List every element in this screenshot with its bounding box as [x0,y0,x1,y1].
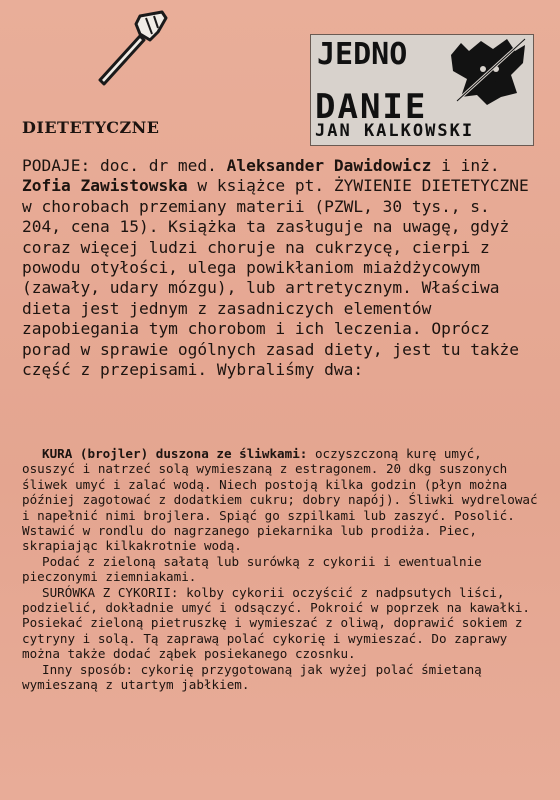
lead-text-3: w książce pt. ŻYWIENIE DIETETYCZNE w chorobach przemiany materii (PZWL, 30 tys., s. 204, cena 15). Książka ta zasługuje na uwagę, gdyż coraz więcej ludzi choruje na cukrzycę, cierpi z powodu otyłości, ulega powikłaniom miażdżycowym (zawały, udary mózgu), lub artretycznym. Właściwa dieta jest jednym z zasadniczych elementów zapobiegania tym chorobom i ich leczenia. Oprócz porad w sprawie ogólnych zasad diety, jest tu także część z przepisami. Wybraliśmy dwa: [22,176,529,380]
masthead-subtitle: DANIE [315,87,428,127]
author-name-1: Aleksander Dawidowicz [226,156,432,175]
fork-icon [88,10,178,90]
recipe-chicken [22,446,540,554]
column-masthead [310,34,534,146]
recipe-chicken-serving: Podać z zieloną sałatą lub surówką z cykorii i ewentualnie pieczonymi ziemniakami. [22,553,482,585]
masthead-author: JAN KALKOWSKI [315,121,475,141]
lead-text-1: PODAJE: doc. dr med. [22,156,227,175]
article-lead [22,156,538,380]
recipe-chicory-alternative: Inny sposób: cykorię przygotowaną jak wyżej polać śmietaną wymieszaną z utartym jabłkiem. [22,661,482,693]
recipes-section [22,446,540,693]
author-name-2: Zofia Zawistowska [22,176,188,196]
recipe-chicory-title: SURÓWKA Z CYKORII: [42,584,179,600]
masthead-title: JEDNO [317,37,408,72]
recipe-chicory-body: kolby cykorii oczyścić z nadpsutych liści, podzielić, dokładnie umyć i odsączyć. Pokroić w poprzek na kawałki. Posiekać zieloną pietruszkę i wymieszać z oliwą, doprawić sokiem z cytryny i solą. Tą zaprawą polać cykorię i wymieszać. Do zaprawy można także dodać ząbek posiekanego czosnku. [22,584,530,662]
article-title: DIETETYCZNE [22,118,160,137]
recipe-chicory [22,585,540,662]
lead-text-2: i inż. [431,156,500,175]
recipe-chicken-body: oczyszczoną kurę umyć, osuszyć i natrzeć solą wymieszaną z estragonem. 20 dkg suszonych śliwek umyć i zalać wodą. Niech postoją kilka godzin (płyn można później zagotować z dodatkiem cukru; dobry napój). Śliwki wydrelować i napełnić nimi brojlera. Spiąć go szpilkami lub zaszyć. Posolić. Wstawić w rondlu do nagrzanego piekarnika lub prodiża. Piec, skrapiając kilkakrotnie wodą. [22,446,538,554]
recipe-chicken-title: KURA (brojler) duszona ze śliwkami: [42,446,308,461]
